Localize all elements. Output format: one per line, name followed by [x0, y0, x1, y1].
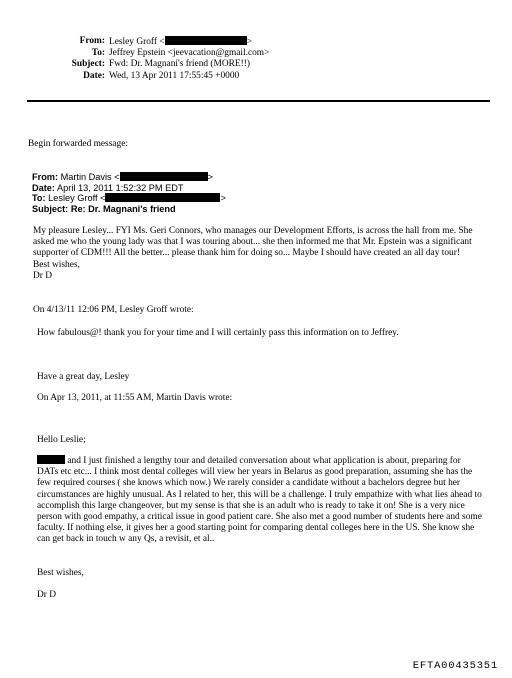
- fwd-date-row: [32, 183, 226, 194]
- quote2-attribution: On Apr 13, 2011, at 11:55 AM, Martin Davis wrote:: [37, 393, 233, 403]
- quote2-signoff: Best wishes,: [37, 568, 84, 578]
- quote2-signature: Dr D: [37, 590, 57, 600]
- fwd-date-label: Date:: [32, 182, 55, 193]
- email-header: [28, 36, 269, 82]
- reply-message: [33, 226, 478, 282]
- fwd-to-value: Lesley Groff <: [48, 193, 106, 204]
- fwd-date-value: April 13, 2011 1:52:32 PM EDT: [57, 182, 184, 193]
- fwd-subject-row: [32, 204, 226, 215]
- fwd-subject-value: Re: Dr. Magnani's friend: [70, 203, 176, 214]
- header-to-row: [28, 48, 269, 59]
- header-from-row: [28, 36, 269, 48]
- quote1-closing: Have a great day, Lesley: [37, 372, 130, 382]
- document-id: EFTA00435351: [412, 660, 498, 672]
- header-subject-row: [28, 59, 269, 70]
- redaction-block: [37, 455, 65, 464]
- forwarded-header: [32, 172, 226, 214]
- quote2-greeting: Hello Leslie;: [37, 435, 86, 445]
- quote2-message: [37, 455, 482, 546]
- from-value: Lesley Groff < >: [109, 37, 252, 47]
- redaction-block: [105, 193, 220, 202]
- reply-signoff: Best wishes,: [33, 259, 80, 270]
- fwd-subject-label: Subject:: [32, 203, 69, 214]
- quote1-attribution: On 4/13/11 12:06 PM, Lesley Groff wrote:: [33, 305, 194, 315]
- date-value: Wed, 13 Apr 2011 17:55:45 +0000: [109, 70, 240, 81]
- fwd-to-label: To:: [32, 193, 46, 204]
- redaction-block: [165, 36, 247, 45]
- quote2-body: and I just finished a lengthy tour and detailed conversation about what application is about, preparing for DATs etc etc... I think most dental colleges will view her years in Belarus as good preparation, assuming she has the few required courses ( she knows which now.) We rarely consider a candidate without a bachelors degree but her circumstances are highly unusual. As I related to her, this will be a challenge. I truly empathize with what lies ahead to accomplish this large changeover, but my sense is that she is an adult who is ready to take it on! She is a very nice person with good empathy, a critical issue in good patient care. She also met a good number of students here and some faculty. If nothing else, it gives her a good starting point for comparing dental colleges here in the US. She know she can get back in touch w any Qs, a revisit, et al..: [37, 456, 482, 545]
- fwd-from-row: From: Martin Davis < >: [32, 172, 213, 182]
- reply-body: My pleasure Lesley... FYI Ms. Geri Connors, who manages our Development Efforts, is across the hall from me. She asked me who the young lady was that I was touring about... she then informed me that Mr. Epstein was a significant supporter of CDM!!! All the better... please thank him for doing so... Maybe I should have created an all day tour!: [33, 226, 473, 259]
- from-label: From:: [79, 36, 105, 46]
- subject-value: Fwd: Dr. Magnani's friend (MORE!!): [109, 59, 250, 70]
- subject-label: Subject:: [71, 59, 105, 70]
- header-divider: [27, 100, 490, 102]
- fwd-to-row: To: Lesley Groff < >: [32, 193, 226, 204]
- to-value: Jeffrey Epstein <jeevacation@gmail.com>: [109, 48, 270, 59]
- fwd-from-label: From:: [32, 172, 59, 182]
- quote1-body: How fabulous@! thank you for your time and I will certainly pass this information on to Jeffrey.: [37, 328, 399, 338]
- reply-signature: Dr D: [33, 270, 53, 281]
- forward-intro: Begin forwarded message:: [28, 139, 128, 149]
- fwd-from-value: Martin Davis <: [60, 172, 120, 182]
- header-date-row: [28, 71, 269, 82]
- to-label: To:: [91, 48, 105, 59]
- redaction-block: [120, 172, 208, 181]
- date-label: Date:: [83, 70, 105, 81]
